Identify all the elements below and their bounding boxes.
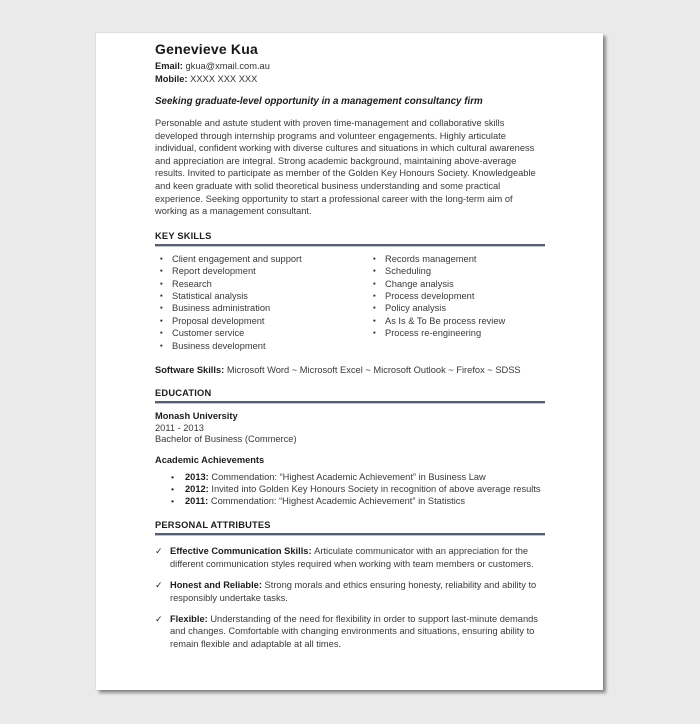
mobile-value: XXXX XXX XXX xyxy=(190,74,258,84)
check-bullet-icon: ✓ xyxy=(155,546,163,557)
attribute-description: Strong morals and ethics ensuring honesty, reliability and ability to responsibly undertake tasks. xyxy=(170,579,537,603)
attribute-text xyxy=(170,579,545,605)
check-bullet-icon: ✓ xyxy=(155,613,163,624)
square-bullet-icon: ▪ xyxy=(160,328,163,338)
square-bullet-icon: ▪ xyxy=(373,253,376,263)
square-bullet-icon: ▪ xyxy=(160,266,163,276)
skill-label: Research xyxy=(172,278,212,289)
resume-content xyxy=(96,33,603,651)
email-label: Email: xyxy=(155,61,183,71)
skill-label: As Is & To Be process review xyxy=(385,315,506,326)
section-heading-key-skills: KEY SKILLS xyxy=(155,231,545,246)
achievement-item xyxy=(155,483,545,495)
achievement-item xyxy=(155,471,545,483)
achievement-year: 2012: xyxy=(185,483,212,494)
dot-bullet-icon: • xyxy=(171,471,174,482)
email-value: gkua@xmail.com.au xyxy=(185,61,270,71)
square-bullet-icon: ▪ xyxy=(373,303,376,313)
attribute-item xyxy=(155,613,545,651)
square-bullet-icon: ▪ xyxy=(160,253,163,263)
skill-item xyxy=(368,265,545,277)
attribute-item xyxy=(155,545,545,571)
dot-bullet-icon: • xyxy=(171,496,174,507)
academic-achievements-heading: Academic Achievements xyxy=(155,454,265,465)
skill-label: Report development xyxy=(172,266,256,277)
skill-item xyxy=(368,315,545,327)
attribute-text xyxy=(170,613,545,651)
skill-item xyxy=(155,315,368,327)
education-school: Monash University xyxy=(155,411,238,421)
skill-item xyxy=(155,327,368,339)
software-skills-line xyxy=(155,365,545,375)
resume-page xyxy=(96,33,603,690)
key-skills-columns xyxy=(155,253,545,352)
skill-item xyxy=(368,278,545,290)
skill-label: Customer service xyxy=(172,328,245,339)
square-bullet-icon: ▪ xyxy=(160,278,163,288)
attribute-text xyxy=(170,545,545,571)
skill-label: Client engagement and support xyxy=(172,253,302,264)
education-degree: Bachelor of Business (Commerce) xyxy=(155,434,297,445)
skill-item xyxy=(155,302,368,314)
square-bullet-icon: ▪ xyxy=(160,303,163,313)
skill-item xyxy=(368,290,545,302)
mobile-label: Mobile: xyxy=(155,74,188,84)
achievements-list xyxy=(155,471,545,508)
skill-item xyxy=(368,302,545,314)
mobile-line xyxy=(155,73,545,86)
email-line xyxy=(155,60,545,73)
software-skills-label: Software Skills: xyxy=(155,365,225,375)
software-skills-value: Microsoft Word ~ Microsoft Excel ~ Microsoft Outlook ~ Firefox ~ SDSS xyxy=(226,365,521,375)
achievement-description: Invited into Golden Key Honours Society in recognition of above average results xyxy=(211,483,541,494)
square-bullet-icon: ▪ xyxy=(160,290,163,300)
skill-item xyxy=(155,278,368,290)
skill-label: Change analysis xyxy=(385,278,454,289)
objective-statement: Seeking graduate-level opportunity in a management consultancy firm xyxy=(155,96,483,107)
skill-label: Process re-engineering xyxy=(385,328,482,339)
achievement-year: 2013: xyxy=(185,471,212,482)
skill-label: Proposal development xyxy=(172,315,265,326)
square-bullet-icon: ▪ xyxy=(373,315,376,325)
attribute-title: Effective Communication Skills: xyxy=(170,546,315,557)
skill-label: Statistical analysis xyxy=(172,290,248,301)
summary-paragraph: Personable and astute student with proven time-management and collaborative skills developed through internship programs and volunteer engagements. Highly articulate individual, confident working with diverse cultures and situations in which cultural awareness and appreciation are integral. Strong academic background, maintaining above-average results. Invited to participate as member of the Golden Key Honours Society. Knowledgeable and keen graduate with solid theoretical business understanding and some practical experience. Seeking opportunity to start a professional career with the long-term aim of working as a management consultant. xyxy=(155,118,536,217)
skill-item xyxy=(155,253,368,265)
skill-item xyxy=(368,253,545,265)
attribute-title: Honest and Reliable: xyxy=(170,579,265,590)
skill-label: Business administration xyxy=(172,303,271,314)
square-bullet-icon: ▪ xyxy=(373,266,376,276)
attribute-item xyxy=(155,579,545,605)
square-bullet-icon: ▪ xyxy=(373,290,376,300)
achievement-item xyxy=(155,495,545,507)
section-heading-education: EDUCATION xyxy=(155,388,545,403)
achievement-description: Commendation: “Highest Academic Achievement” in Statistics xyxy=(210,496,466,507)
section-heading-personal-attributes: PERSONAL ATTRIBUTES xyxy=(155,520,545,535)
achievement-text xyxy=(185,495,465,507)
skill-label: Policy analysis xyxy=(385,303,446,314)
dot-bullet-icon: • xyxy=(171,483,174,494)
skill-item xyxy=(155,290,368,302)
key-skills-left-column xyxy=(155,253,368,352)
square-bullet-icon: ▪ xyxy=(373,278,376,288)
square-bullet-icon: ▪ xyxy=(160,340,163,350)
square-bullet-icon: ▪ xyxy=(160,315,163,325)
check-bullet-icon: ✓ xyxy=(155,579,163,590)
skill-item xyxy=(155,340,368,352)
attribute-description: Understanding of the need for flexibility in order to support last-minute demands and changes. Comfortable with changing environments and situations, ensuring ability to remain flexible and adaptable at all times. xyxy=(170,613,538,650)
attribute-title: Flexible: xyxy=(170,613,211,624)
attribute-description: Articulate communicator with an appreciation for the different communication styles required when working with team members or customers. xyxy=(170,546,534,570)
skill-item xyxy=(368,327,545,339)
skill-label: Business development xyxy=(172,340,266,351)
achievement-text xyxy=(185,483,541,495)
skill-label: Scheduling xyxy=(385,266,432,277)
achievement-year: 2011: xyxy=(185,496,211,507)
education-years: 2011 - 2013 xyxy=(155,422,204,433)
skill-item xyxy=(155,265,368,277)
achievement-text xyxy=(185,471,486,483)
key-skills-right-column xyxy=(368,253,545,352)
personal-attributes-list xyxy=(155,545,545,651)
skill-label: Process development xyxy=(385,290,475,301)
skill-label: Records management xyxy=(385,253,477,264)
candidate-name: Genevieve Kua xyxy=(155,41,258,57)
square-bullet-icon: ▪ xyxy=(373,328,376,338)
achievement-description: Commendation: “Highest Academic Achievement” in Business Law xyxy=(211,471,486,482)
education-details xyxy=(155,411,545,446)
